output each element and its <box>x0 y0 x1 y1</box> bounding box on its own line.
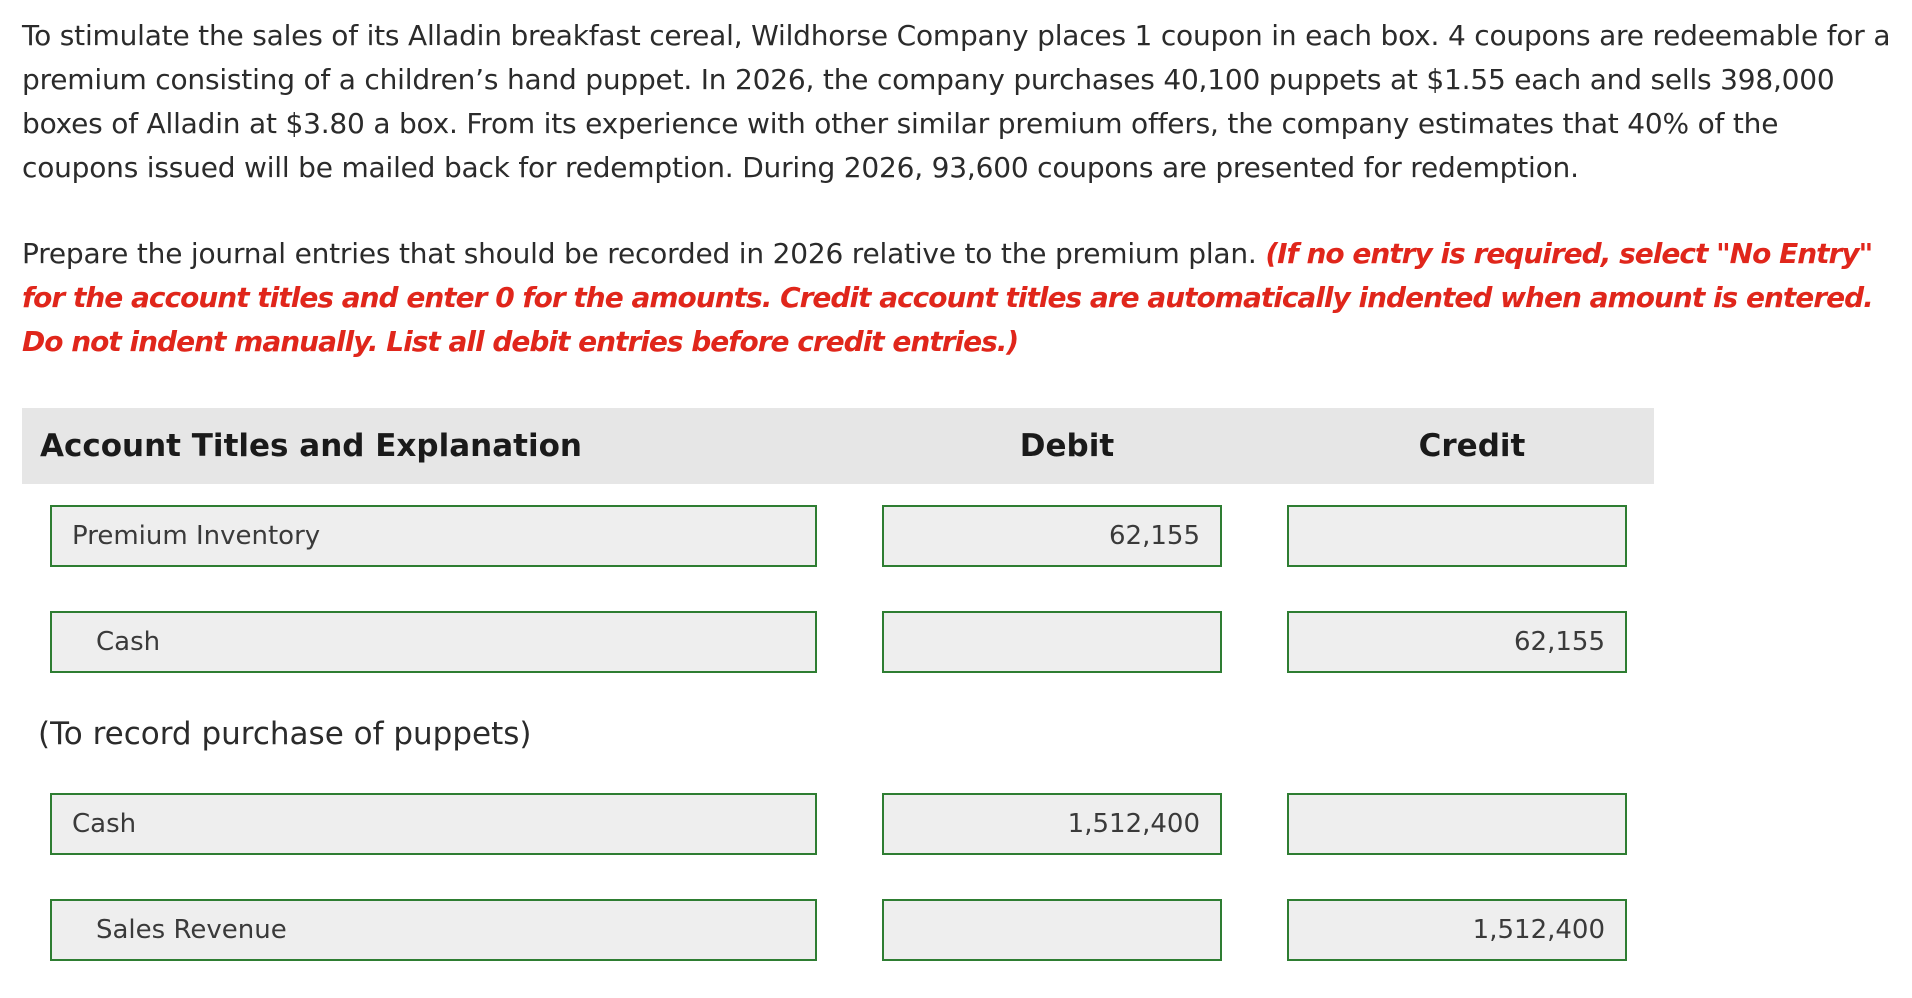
debit-amount-field[interactable] <box>882 611 1222 673</box>
credit-amount-field[interactable]: 62,155 <box>1287 611 1627 673</box>
question-prompt <box>22 232 1892 364</box>
account-title-field[interactable]: Cash <box>50 611 817 673</box>
debit-amount-field[interactable]: 1,512,400 <box>882 793 1222 855</box>
instruction-text: (If no entry is required, select "No Entry" for the account titles and enter 0 for the amounts. Credit account titles are automatically indented when amount is entered. Do not indent manually. List all debit entries before credit entries.) <box>22 237 1873 358</box>
prompt-text: Prepare the journal entries that should be recorded in 2026 relative to the premium plan. <box>22 237 1257 270</box>
debit-amount-field[interactable] <box>882 899 1222 961</box>
credit-amount-field[interactable] <box>1287 793 1627 855</box>
entry-explanation: (To record purchase of puppets) <box>38 716 532 752</box>
account-title-field[interactable]: Cash <box>50 793 817 855</box>
problem-text: To stimulate the sales of its Alladin breakfast cereal, Wildhorse Company places 1 coupon in each box. 4 coupons are redeemable for a premium consisting of a children’s hand puppet. In 2026, the company purchases 40,100 puppets at $1.55 each and sells 398,000 boxes of Alladin at $3.80 a box. From its experience with other similar premium offers, the company estimates that 40% of the coupons issued will be mailed back for redemption. During 2026, 93,600 coupons are presented for redemption. <box>22 19 1891 184</box>
journal-table-header <box>22 408 1654 484</box>
debit-column-header: Debit <box>1019 428 1115 464</box>
account-title-field[interactable]: Sales Revenue <box>50 899 817 961</box>
account-column-header: Account Titles and Explanation <box>40 428 582 464</box>
debit-amount-field[interactable]: 62,155 <box>882 505 1222 567</box>
credit-amount-field[interactable]: 1,512,400 <box>1287 899 1627 961</box>
credit-amount-field[interactable] <box>1287 505 1627 567</box>
account-title-field[interactable]: Premium Inventory <box>50 505 817 567</box>
credit-column-header: Credit <box>1418 428 1526 464</box>
problem-statement <box>22 14 1892 190</box>
